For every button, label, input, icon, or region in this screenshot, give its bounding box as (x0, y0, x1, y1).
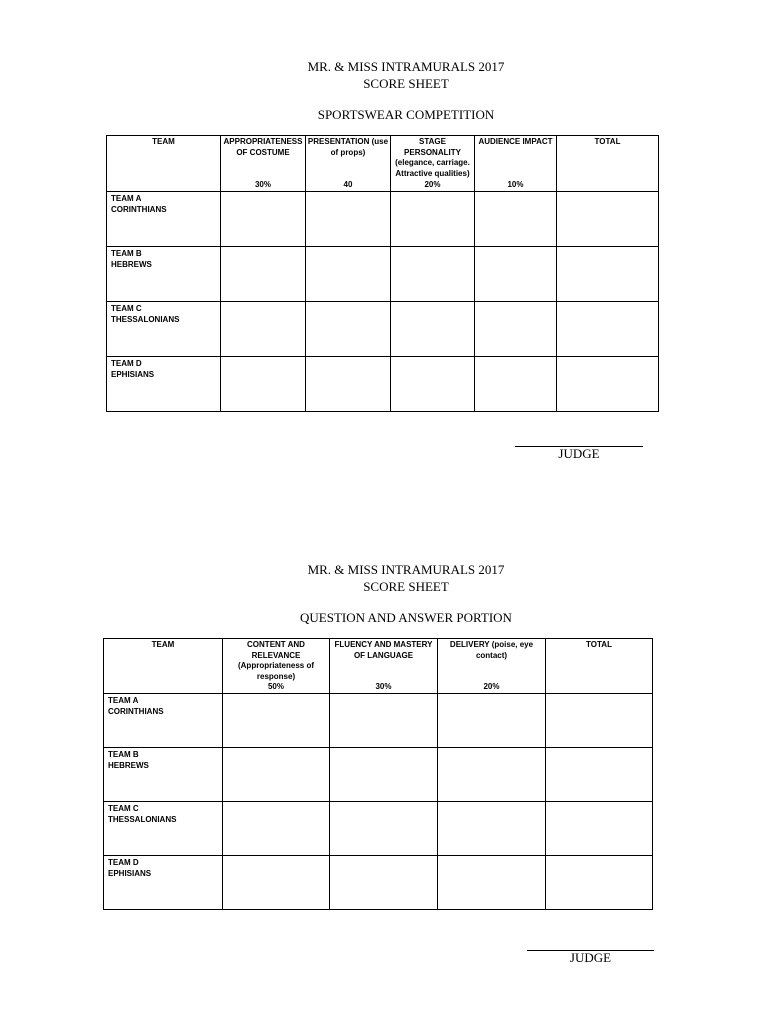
score-cell[interactable] (391, 247, 475, 302)
score-cell[interactable] (330, 748, 438, 802)
sheet2-col-total: TOTAL (546, 639, 653, 694)
sheet2-score-table (103, 638, 653, 910)
score-cell[interactable] (330, 694, 438, 748)
sheet1-col-team: TEAM (107, 136, 221, 192)
team-cell: TEAM D EPHISIANS (104, 856, 223, 910)
sheet1-subtitle: SPORTSWEAR COMPETITION (317, 107, 495, 122)
sheet1-col-audience-impact: AUDIENCE IMPACT 10% (475, 136, 557, 192)
team-cell: TEAM C THESSALONIANS (107, 302, 221, 357)
total-cell[interactable] (546, 748, 653, 802)
score-cell[interactable] (306, 247, 391, 302)
sheet2-col-content: CONTENT AND RELEVANCE (Appropriateness of response) 50% (223, 639, 330, 694)
table-row (104, 856, 653, 910)
score-cell[interactable] (391, 357, 475, 412)
table-row (107, 302, 659, 357)
sheet1-col-total: TOTAL (557, 136, 659, 192)
team-cell: TEAM A CORINTHIANS (107, 192, 221, 247)
total-cell[interactable] (546, 802, 653, 856)
table-row (107, 247, 659, 302)
score-cell[interactable] (438, 856, 546, 910)
sheet1-weight-audience: 10% (507, 179, 524, 189)
team-cell: TEAM B HEBREWS (104, 748, 223, 802)
sheet1-title-line2: SCORE SHEET (363, 76, 449, 91)
total-cell[interactable] (557, 302, 659, 357)
score-cell[interactable] (475, 357, 557, 412)
score-cell[interactable] (221, 357, 306, 412)
sheet1-title-line1: MR. & MISS INTRAMURALS 2017 (307, 59, 505, 74)
score-cell[interactable] (391, 302, 475, 357)
total-cell[interactable] (546, 856, 653, 910)
sheet1-title (0, 58, 768, 92)
score-cell[interactable] (221, 302, 306, 357)
score-cell[interactable] (475, 247, 557, 302)
total-cell[interactable] (557, 192, 659, 247)
sheet1-col-stage-personality: STAGE PERSONALITY (elegance, carriage. Attractive qualities) 20% (391, 136, 475, 192)
score-cell[interactable] (475, 302, 557, 357)
table-row (107, 357, 659, 412)
sheet2-title-line1: MR. & MISS INTRAMURALS 2017 (307, 562, 505, 577)
score-cell[interactable] (438, 748, 546, 802)
team-cell: TEAM D EPHISIANS (107, 357, 221, 412)
score-cell[interactable] (391, 192, 475, 247)
team-cell: TEAM B HEBREWS (107, 247, 221, 302)
sheet2-col-delivery: DELIVERY (poise, eye contact) 20% (438, 639, 546, 694)
sheet1-col-presentation: PRESENTATION (use of props) 40 (306, 136, 391, 192)
score-cell[interactable] (223, 694, 330, 748)
sheet2-col-team: TEAM (104, 639, 223, 694)
sheet1-judge-label: JUDGE (558, 446, 600, 461)
table-row (104, 748, 653, 802)
score-cell[interactable] (438, 802, 546, 856)
total-cell[interactable] (546, 694, 653, 748)
score-cell[interactable] (306, 302, 391, 357)
table-row (104, 694, 653, 748)
score-cell[interactable] (330, 856, 438, 910)
sheet1-weight-presentation: 40 (343, 179, 353, 189)
total-cell[interactable] (557, 247, 659, 302)
sheet1-col-costume: APPROPRIATENESS OF COSTUME 30% (221, 136, 306, 192)
team-cell: TEAM C THESSALONIANS (104, 802, 223, 856)
table-row (107, 192, 659, 247)
sheet2-title-line2: SCORE SHEET (363, 579, 449, 594)
score-cell[interactable] (330, 802, 438, 856)
sheet1-weight-stage: 20% (424, 179, 441, 189)
score-cell[interactable] (223, 856, 330, 910)
sheet2-header-row (104, 639, 653, 694)
sheet2-weight-fluency: 30% (375, 681, 392, 691)
score-cell[interactable] (306, 192, 391, 247)
sheet2-judge-label: JUDGE (569, 950, 612, 965)
score-cell[interactable] (221, 247, 306, 302)
sheet2-title (0, 561, 768, 595)
table-row (104, 802, 653, 856)
sheet2-weight-content: 50% (267, 681, 284, 691)
sheet2-subtitle: QUESTION AND ANSWER PORTION (300, 610, 512, 625)
sheet1-score-table (106, 135, 659, 412)
sheet1-header-row (107, 136, 659, 192)
score-cell[interactable] (221, 192, 306, 247)
score-cell[interactable] (306, 357, 391, 412)
score-cell[interactable] (223, 802, 330, 856)
score-cell[interactable] (223, 748, 330, 802)
score-cell[interactable] (438, 694, 546, 748)
score-cell[interactable] (475, 192, 557, 247)
sheet1-weight-costume: 30% (254, 179, 271, 189)
total-cell[interactable] (557, 357, 659, 412)
team-cell: TEAM A CORINTHIANS (104, 694, 223, 748)
sheet2-col-fluency: FLUENCY AND MASTERY OF LANGUAGE 30% (330, 639, 438, 694)
sheet2-weight-delivery: 20% (483, 681, 500, 691)
